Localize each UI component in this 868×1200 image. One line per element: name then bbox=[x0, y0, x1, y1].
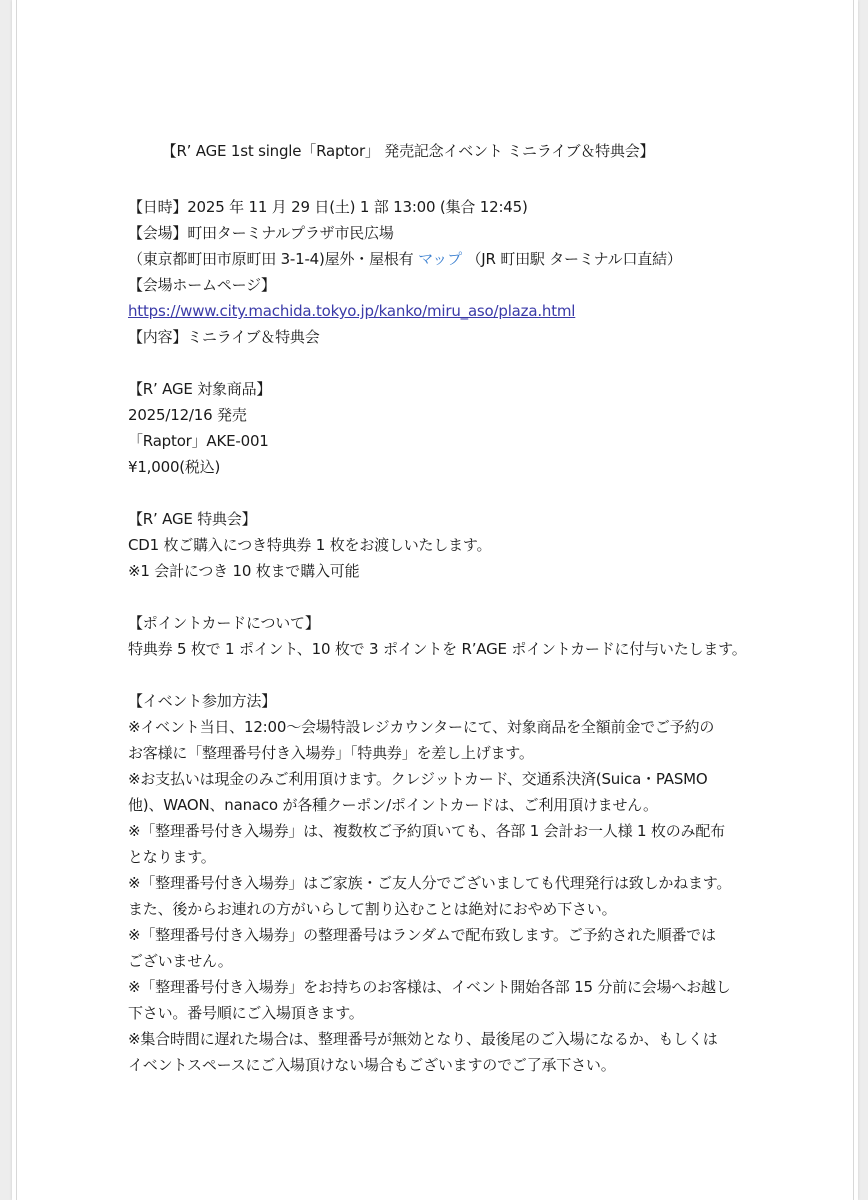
event-venue: 【会場】町田ターミナルプラザ市民広場 bbox=[128, 224, 394, 242]
points-header: 【ポイントカードについて】 bbox=[128, 614, 320, 632]
participation-line: ※お支払いは現金のみご利用頂けます。クレジットカード、交通系決済(Suica・PASMO bbox=[128, 770, 708, 788]
participation-line: となります。 bbox=[128, 848, 216, 866]
participation-line: イベントスペースにご入場頂けない場合もございますのでご了承下さい。 bbox=[128, 1056, 616, 1074]
participation-line: また、後からお連れの方がいらして割り込むことは絶対におやめ下さい。 bbox=[128, 900, 617, 918]
benefit-header: 【R’ AGE 特典会】 bbox=[128, 510, 257, 528]
venue-access: （JR 町田駅 ターミナル口直結） bbox=[466, 250, 682, 268]
benefit-line-2: ※1 会計につき 10 枚まで購入可能 bbox=[128, 562, 360, 580]
participation-header: 【イベント参加方法】 bbox=[128, 692, 277, 710]
homepage-url-link[interactable]: https://www.city.machida.tokyo.jp/kanko/miru_aso/plaza.html bbox=[128, 302, 576, 320]
page-edge-right bbox=[853, 0, 854, 1200]
participation-line: 下さい。番号順にご入場頂きます。 bbox=[128, 1004, 364, 1022]
page-edge-left bbox=[16, 0, 17, 1200]
participation-line: 他)、WAON、nanaco が各種クーポン/ポイントカードは、ご利用頂けません。 bbox=[128, 796, 658, 814]
participation-line: ※集合時間に遅れた場合は、整理番号が無効となり、最後尾のご入場になるか、もしくは bbox=[128, 1030, 718, 1048]
participation-line: ※「整理番号付き入場券」は、複数枚ご予約頂いても、各部 1 会計お一人様 1 枚のみ配布 bbox=[128, 822, 725, 840]
homepage-label: 【会場ホームページ】 bbox=[128, 276, 276, 294]
event-title: 【R’ AGE 1st single「Raptor」 発売記念イベント ミニライブ＆特典会】 bbox=[161, 142, 655, 160]
event-date: 【日時】2025 年 11 月 29 日(土) 1 部 13:00 (集合 12:45) bbox=[128, 198, 528, 216]
product-release: 2025/12/16 発売 bbox=[128, 406, 247, 424]
product-price: ¥1,000(税込) bbox=[128, 458, 221, 476]
participation-line: ※「整理番号付き入場券」の整理番号はランダムで配布致します。ご予約された順番では bbox=[128, 926, 716, 944]
participation-line: お客様に「整理番号付き入場券」「特典券」を差し上げます。 bbox=[128, 744, 534, 762]
event-content: 【内容】ミニライブ＆特典会 bbox=[128, 328, 320, 346]
participation-line: ※「整理番号付き入場券」をお持ちのお客様は、イベント開始各部 15 分前に会場へお越し bbox=[128, 978, 731, 996]
venue-address-row bbox=[128, 246, 768, 272]
document-body bbox=[128, 138, 768, 1078]
product-name: 「Raptor」AKE-001 bbox=[128, 432, 269, 450]
map-link[interactable]: マップ bbox=[418, 250, 462, 268]
participation-line: ※イベント当日、12:00～会場特設レジカウンターにて、対象商品を全額前金でご予約の bbox=[128, 718, 715, 736]
points-line-1: 特典券 5 枚で 1 ポイント、10 枚で 3 ポイントを R’AGE ポイントカードに付与いたします。 bbox=[128, 640, 747, 658]
venue-address: （東京都町田市原町田 3-1-4)屋外・屋根有 bbox=[128, 250, 414, 268]
benefit-line-1: CD1 枚ご購入につき特典券 1 枚をお渡しいたします。 bbox=[128, 536, 492, 554]
participation-line: ※「整理番号付き入場券」はご家族・ご友人分でございましても代理発行は致しかねます。 bbox=[128, 874, 732, 892]
participation-line: ございません。 bbox=[128, 952, 233, 970]
product-header: 【R’ AGE 対象商品】 bbox=[128, 380, 272, 398]
